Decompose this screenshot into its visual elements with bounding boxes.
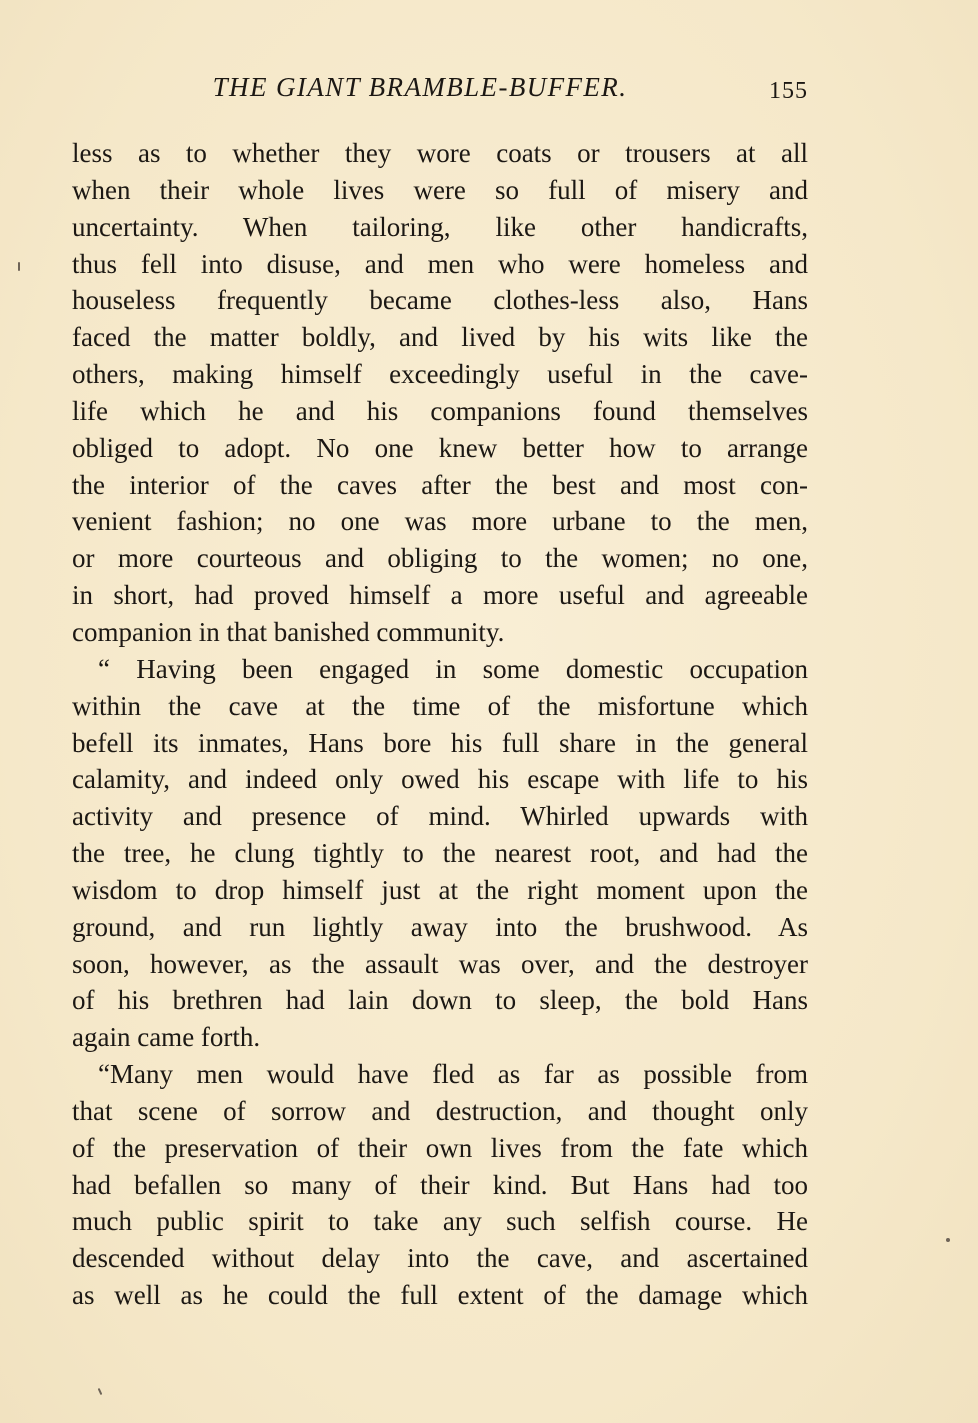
- text-line: befell its inmates, Hans bore his full share in the general: [72, 727, 808, 758]
- text-line: or more courteous and obliging to the women; no one,: [72, 543, 808, 574]
- text-line: ground, and run lightly away into the brushwood. As: [72, 911, 808, 942]
- text-line: faced the matter boldly, and lived by his wits like the: [72, 322, 808, 353]
- text-line: activity and presence of mind. Whirled upwards with: [72, 801, 808, 832]
- text-line: had befallen so many of their kind. But Hans had too: [72, 1169, 808, 1200]
- text-line: as well as he could the full extent of the damage which: [72, 1280, 808, 1311]
- text-line: houseless frequently became clothes-less also, Hans: [72, 285, 808, 316]
- paragraph: [72, 651, 808, 1056]
- text-line: thus fell into disuse, and men who were homeless and: [72, 248, 808, 279]
- page-number: 155: [769, 78, 808, 104]
- text-line: when their whole lives were so full of misery and: [72, 174, 808, 205]
- text-line: the interior of the caves after the best and most con-: [72, 469, 808, 500]
- text-line: in short, had proved himself a more useful and agreeable: [72, 580, 808, 611]
- text-line: companion in that banished community.: [72, 616, 505, 647]
- text-line: calamity, and indeed only owed his escape with life to his: [72, 764, 808, 795]
- text-line: the tree, he clung tightly to the nearest root, and had the: [72, 838, 808, 869]
- scan-speck: [98, 1388, 103, 1395]
- running-head: [72, 72, 808, 112]
- text-line: “ Having been engaged in some domestic occupation: [98, 653, 808, 684]
- running-title: THE GIANT BRAMBLE-BUFFER.: [212, 72, 628, 102]
- scan-speck: [18, 262, 20, 271]
- text-line: again came forth.: [72, 1022, 261, 1053]
- paragraph: [72, 135, 808, 651]
- text-line: venient fashion; no one was more urbane to the men,: [72, 506, 808, 537]
- text-line: wisdom to drop himself just at the right moment upon the: [72, 874, 808, 905]
- text-line: of his brethren had lain down to sleep, the bold Hans: [72, 985, 808, 1016]
- text-line: life which he and his companions found themselves: [72, 395, 808, 426]
- text-line: others, making himself exceedingly useful in the cave-: [72, 359, 808, 390]
- text-line: obliged to adopt. No one knew better how to arrange: [72, 432, 808, 463]
- scan-speck: [946, 1238, 950, 1242]
- text-line: that scene of sorrow and destruction, and thought only: [72, 1095, 808, 1126]
- body-text: [72, 135, 808, 1314]
- text-line: descended without delay into the cave, and ascertained: [72, 1243, 808, 1274]
- text-line: “Many men would have fled as far as possible from: [98, 1059, 808, 1090]
- text-line: soon, however, as the assault was over, and the destroyer: [72, 948, 808, 979]
- paragraph: [72, 1056, 808, 1314]
- text-line: less as to whether they wore coats or trousers at all: [72, 138, 808, 168]
- text-line: much public spirit to take any such selfish course. He: [72, 1206, 808, 1237]
- text-line: of the preservation of their own lives from the fate which: [72, 1132, 808, 1163]
- text-line: uncertainty. When tailoring, like other handicrafts,: [72, 211, 808, 242]
- text-line: within the cave at the time of the misfortune which: [72, 690, 808, 721]
